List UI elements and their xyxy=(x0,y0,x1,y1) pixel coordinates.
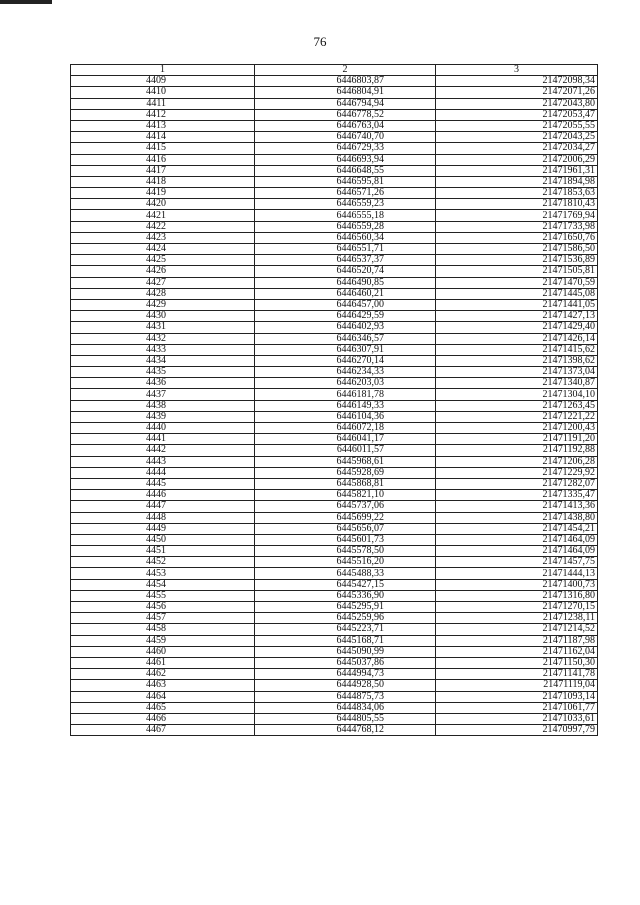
table-row xyxy=(71,400,598,411)
point-number-cell: 4460 xyxy=(71,646,255,657)
x-coordinate-cell: 6446072,18 xyxy=(255,423,436,434)
table-row xyxy=(71,534,598,545)
table-row xyxy=(71,277,598,288)
x-coordinate-cell: 6446537,37 xyxy=(255,255,436,266)
y-coordinate-cell: 21471335,47 xyxy=(436,490,598,501)
x-coordinate-cell: 6444928,50 xyxy=(255,680,436,691)
y-coordinate-cell: 21471853,63 xyxy=(436,188,598,199)
table-row xyxy=(71,132,598,143)
table-row xyxy=(71,199,598,210)
point-number-cell: 4433 xyxy=(71,344,255,355)
point-number-cell: 4448 xyxy=(71,512,255,523)
y-coordinate-cell: 21471093,14 xyxy=(436,691,598,702)
table-row xyxy=(71,76,598,87)
y-coordinate-cell: 21471214,52 xyxy=(436,624,598,635)
point-number-cell: 4434 xyxy=(71,355,255,366)
table-row xyxy=(71,635,598,646)
point-number-cell: 4426 xyxy=(71,266,255,277)
x-coordinate-cell: 6446041,17 xyxy=(255,434,436,445)
table-row xyxy=(71,109,598,120)
x-coordinate-cell: 6446551,71 xyxy=(255,244,436,255)
x-coordinate-cell: 6445737,06 xyxy=(255,501,436,512)
y-coordinate-cell: 21471221,22 xyxy=(436,411,598,422)
table-row xyxy=(71,456,598,467)
x-coordinate-cell: 6444875,73 xyxy=(255,691,436,702)
table-row xyxy=(71,568,598,579)
y-coordinate-cell: 21471150,30 xyxy=(436,657,598,668)
x-coordinate-cell: 6446149,33 xyxy=(255,400,436,411)
point-number-cell: 4447 xyxy=(71,501,255,512)
point-number-cell: 4410 xyxy=(71,87,255,98)
y-coordinate-cell: 21471586,50 xyxy=(436,244,598,255)
table-row xyxy=(71,590,598,601)
column-header-point-number: 1 xyxy=(71,65,255,76)
table-row xyxy=(71,669,598,680)
table-row xyxy=(71,87,598,98)
point-number-cell: 4463 xyxy=(71,680,255,691)
y-coordinate-cell: 21471373,04 xyxy=(436,367,598,378)
point-number-cell: 4432 xyxy=(71,333,255,344)
x-coordinate-cell: 6446346,57 xyxy=(255,333,436,344)
y-coordinate-cell: 21471413,36 xyxy=(436,501,598,512)
y-coordinate-cell: 21471733,98 xyxy=(436,221,598,232)
table-row xyxy=(71,333,598,344)
y-coordinate-cell: 21471229,92 xyxy=(436,467,598,478)
y-coordinate-cell: 21471894,98 xyxy=(436,176,598,187)
x-coordinate-cell: 6446778,52 xyxy=(255,109,436,120)
point-number-cell: 4450 xyxy=(71,534,255,545)
y-coordinate-cell: 21471810,43 xyxy=(436,199,598,210)
x-coordinate-cell: 6446648,55 xyxy=(255,165,436,176)
x-coordinate-cell: 6446803,87 xyxy=(255,76,436,87)
point-number-cell: 4439 xyxy=(71,411,255,422)
table-row xyxy=(71,120,598,131)
table-row xyxy=(71,501,598,512)
point-number-cell: 4442 xyxy=(71,445,255,456)
table-row xyxy=(71,221,598,232)
y-coordinate-cell: 21472043,25 xyxy=(436,132,598,143)
table-row xyxy=(71,613,598,624)
x-coordinate-cell: 6445336,90 xyxy=(255,590,436,601)
table-row xyxy=(71,311,598,322)
x-coordinate-cell: 6445868,81 xyxy=(255,478,436,489)
page-number: 76 xyxy=(313,34,327,49)
point-number-cell: 4456 xyxy=(71,602,255,613)
x-coordinate-cell: 6446460,21 xyxy=(255,288,436,299)
x-coordinate-cell: 6446804,91 xyxy=(255,87,436,98)
x-coordinate-cell: 6444768,12 xyxy=(255,725,436,736)
y-coordinate-cell: 21472053,47 xyxy=(436,109,598,120)
point-number-cell: 4412 xyxy=(71,109,255,120)
point-number-cell: 4422 xyxy=(71,221,255,232)
x-coordinate-cell: 6444994,73 xyxy=(255,669,436,680)
point-number-cell: 4417 xyxy=(71,165,255,176)
x-coordinate-cell: 6445578,50 xyxy=(255,546,436,557)
table-row xyxy=(71,467,598,478)
x-coordinate-cell: 6445259,96 xyxy=(255,613,436,624)
point-number-cell: 4457 xyxy=(71,613,255,624)
table-row xyxy=(71,691,598,702)
x-coordinate-cell: 6445223,71 xyxy=(255,624,436,635)
point-number-cell: 4428 xyxy=(71,288,255,299)
table-row xyxy=(71,210,598,221)
x-coordinate-cell: 6446740,70 xyxy=(255,132,436,143)
y-coordinate-cell: 21471470,59 xyxy=(436,277,598,288)
x-coordinate-cell: 6446693,94 xyxy=(255,154,436,165)
point-number-cell: 4454 xyxy=(71,579,255,590)
point-number-cell: 4453 xyxy=(71,568,255,579)
point-number-cell: 4437 xyxy=(71,389,255,400)
x-coordinate-cell: 6445601,73 xyxy=(255,534,436,545)
table-row xyxy=(71,512,598,523)
point-number-cell: 4452 xyxy=(71,557,255,568)
table-row xyxy=(71,579,598,590)
y-coordinate-cell: 21472071,26 xyxy=(436,87,598,98)
table-row xyxy=(71,389,598,400)
point-number-cell: 4436 xyxy=(71,378,255,389)
table-row xyxy=(71,244,598,255)
x-coordinate-cell: 6444805,55 xyxy=(255,713,436,724)
x-coordinate-cell: 6446270,14 xyxy=(255,355,436,366)
y-coordinate-cell: 21471426,14 xyxy=(436,333,598,344)
table-row xyxy=(71,344,598,355)
y-coordinate-cell: 21471400,73 xyxy=(436,579,598,590)
table-header xyxy=(71,65,598,76)
y-coordinate-cell: 21471316,80 xyxy=(436,590,598,601)
point-number-cell: 4409 xyxy=(71,76,255,87)
table-row xyxy=(71,266,598,277)
y-coordinate-cell: 21471162,04 xyxy=(436,646,598,657)
point-number-cell: 4438 xyxy=(71,400,255,411)
y-coordinate-cell: 21471270,15 xyxy=(436,602,598,613)
point-number-cell: 4419 xyxy=(71,188,255,199)
point-number-cell: 4430 xyxy=(71,311,255,322)
x-coordinate-cell: 6445037,86 xyxy=(255,657,436,668)
table-header-row xyxy=(71,65,598,76)
table-row xyxy=(71,657,598,668)
point-number-cell: 4427 xyxy=(71,277,255,288)
y-coordinate-cell: 21471441,05 xyxy=(436,299,598,310)
y-coordinate-cell: 21472043,80 xyxy=(436,98,598,109)
x-coordinate-cell: 6446555,18 xyxy=(255,210,436,221)
point-number-cell: 4446 xyxy=(71,490,255,501)
coordinates-table xyxy=(70,64,598,736)
y-coordinate-cell: 21471119,04 xyxy=(436,680,598,691)
point-number-cell: 4421 xyxy=(71,210,255,221)
y-coordinate-cell: 21471187,98 xyxy=(436,635,598,646)
y-coordinate-cell: 21471457,75 xyxy=(436,557,598,568)
point-number-cell: 4425 xyxy=(71,255,255,266)
y-coordinate-cell: 21471033,61 xyxy=(436,713,598,724)
y-coordinate-cell: 21471191,20 xyxy=(436,434,598,445)
table-body xyxy=(71,76,598,736)
table-row xyxy=(71,367,598,378)
x-coordinate-cell: 6445928,69 xyxy=(255,467,436,478)
y-coordinate-cell: 21471282,07 xyxy=(436,478,598,489)
y-coordinate-cell: 21472006,29 xyxy=(436,154,598,165)
column-header-x-coordinate: 2 xyxy=(255,65,436,76)
table-row xyxy=(71,713,598,724)
table-row xyxy=(71,702,598,713)
y-coordinate-cell: 21471398,62 xyxy=(436,355,598,366)
x-coordinate-cell: 6446763,04 xyxy=(255,120,436,131)
table-row xyxy=(71,299,598,310)
y-coordinate-cell: 21471444,13 xyxy=(436,568,598,579)
y-coordinate-cell: 21471505,81 xyxy=(436,266,598,277)
y-coordinate-cell: 21472034,27 xyxy=(436,143,598,154)
table-row xyxy=(71,232,598,243)
point-number-cell: 4455 xyxy=(71,590,255,601)
y-coordinate-cell: 21471429,40 xyxy=(436,322,598,333)
x-coordinate-cell: 6445488,33 xyxy=(255,568,436,579)
y-coordinate-cell: 21471200,43 xyxy=(436,423,598,434)
x-coordinate-cell: 6445295,91 xyxy=(255,602,436,613)
x-coordinate-cell: 6446794,94 xyxy=(255,98,436,109)
x-coordinate-cell: 6446011,57 xyxy=(255,445,436,456)
y-coordinate-cell: 21471415,62 xyxy=(436,344,598,355)
scan-corner-mark xyxy=(0,0,52,4)
point-number-cell: 4415 xyxy=(71,143,255,154)
point-number-cell: 4458 xyxy=(71,624,255,635)
table-row xyxy=(71,434,598,445)
y-coordinate-cell: 21471961,31 xyxy=(436,165,598,176)
y-coordinate-cell: 21471340,87 xyxy=(436,378,598,389)
x-coordinate-cell: 6445656,07 xyxy=(255,523,436,534)
x-coordinate-cell: 6446181,78 xyxy=(255,389,436,400)
table-row xyxy=(71,98,598,109)
y-coordinate-cell: 21471438,80 xyxy=(436,512,598,523)
x-coordinate-cell: 6445168,71 xyxy=(255,635,436,646)
point-number-cell: 4411 xyxy=(71,98,255,109)
x-coordinate-cell: 6446234,33 xyxy=(255,367,436,378)
table-row xyxy=(71,176,598,187)
table-row xyxy=(71,423,598,434)
point-number-cell: 4435 xyxy=(71,367,255,378)
table-row xyxy=(71,322,598,333)
table-row xyxy=(71,378,598,389)
table-row xyxy=(71,355,598,366)
point-number-cell: 4418 xyxy=(71,176,255,187)
x-coordinate-cell: 6446571,26 xyxy=(255,188,436,199)
y-coordinate-cell: 21471238,11 xyxy=(436,613,598,624)
table-row xyxy=(71,523,598,534)
y-coordinate-cell: 21472055,55 xyxy=(436,120,598,131)
y-coordinate-cell: 21471769,94 xyxy=(436,210,598,221)
point-number-cell: 4414 xyxy=(71,132,255,143)
y-coordinate-cell: 21471464,09 xyxy=(436,546,598,557)
point-number-cell: 4443 xyxy=(71,456,255,467)
y-coordinate-cell: 21471206,28 xyxy=(436,456,598,467)
x-coordinate-cell: 6444834,06 xyxy=(255,702,436,713)
x-coordinate-cell: 6446457,00 xyxy=(255,299,436,310)
x-coordinate-cell: 6446203,03 xyxy=(255,378,436,389)
point-number-cell: 4413 xyxy=(71,120,255,131)
point-number-cell: 4440 xyxy=(71,423,255,434)
table-row xyxy=(71,288,598,299)
table-row xyxy=(71,478,598,489)
x-coordinate-cell: 6446104,36 xyxy=(255,411,436,422)
point-number-cell: 4441 xyxy=(71,434,255,445)
table-row xyxy=(71,646,598,657)
y-coordinate-cell: 21471304,10 xyxy=(436,389,598,400)
y-coordinate-cell: 21471454,21 xyxy=(436,523,598,534)
point-number-cell: 4459 xyxy=(71,635,255,646)
point-number-cell: 4429 xyxy=(71,299,255,310)
point-number-cell: 4467 xyxy=(71,725,255,736)
x-coordinate-cell: 6446307,91 xyxy=(255,344,436,355)
y-coordinate-cell: 21471141,78 xyxy=(436,669,598,680)
table-row xyxy=(71,557,598,568)
x-coordinate-cell: 6446560,34 xyxy=(255,232,436,243)
x-coordinate-cell: 6446402,93 xyxy=(255,322,436,333)
point-number-cell: 4462 xyxy=(71,669,255,680)
y-coordinate-cell: 21471061,77 xyxy=(436,702,598,713)
table-row xyxy=(71,411,598,422)
y-coordinate-cell: 21471536,89 xyxy=(436,255,598,266)
point-number-cell: 4431 xyxy=(71,322,255,333)
x-coordinate-cell: 6446520,74 xyxy=(255,266,436,277)
table-row xyxy=(71,143,598,154)
table-row xyxy=(71,255,598,266)
point-number-cell: 4451 xyxy=(71,546,255,557)
point-number-cell: 4424 xyxy=(71,244,255,255)
table-row xyxy=(71,154,598,165)
y-coordinate-cell: 21471427,13 xyxy=(436,311,598,322)
table-row xyxy=(71,680,598,691)
x-coordinate-cell: 6446559,23 xyxy=(255,199,436,210)
y-coordinate-cell: 21471650,76 xyxy=(436,232,598,243)
x-coordinate-cell: 6446595,81 xyxy=(255,176,436,187)
x-coordinate-cell: 6445699,22 xyxy=(255,512,436,523)
x-coordinate-cell: 6445968,61 xyxy=(255,456,436,467)
point-number-cell: 4445 xyxy=(71,478,255,489)
point-number-cell: 4416 xyxy=(71,154,255,165)
x-coordinate-cell: 6446559,28 xyxy=(255,221,436,232)
y-coordinate-cell: 21472098,34 xyxy=(436,76,598,87)
table-row xyxy=(71,188,598,199)
y-coordinate-cell: 21470997,79 xyxy=(436,725,598,736)
column-header-y-coordinate: 3 xyxy=(436,65,598,76)
point-number-cell: 4464 xyxy=(71,691,255,702)
x-coordinate-cell: 6446490,85 xyxy=(255,277,436,288)
point-number-cell: 4420 xyxy=(71,199,255,210)
x-coordinate-cell: 6446729,33 xyxy=(255,143,436,154)
x-coordinate-cell: 6445427,15 xyxy=(255,579,436,590)
table-row xyxy=(71,445,598,456)
table-row xyxy=(71,165,598,176)
point-number-cell: 4449 xyxy=(71,523,255,534)
y-coordinate-cell: 21471445,08 xyxy=(436,288,598,299)
point-number-cell: 4461 xyxy=(71,657,255,668)
point-number-cell: 4423 xyxy=(71,232,255,243)
x-coordinate-cell: 6445090,99 xyxy=(255,646,436,657)
x-coordinate-cell: 6446429,59 xyxy=(255,311,436,322)
table-row xyxy=(71,624,598,635)
table-row xyxy=(71,725,598,736)
table-row xyxy=(71,490,598,501)
point-number-cell: 4466 xyxy=(71,713,255,724)
table-row xyxy=(71,602,598,613)
x-coordinate-cell: 6445516,20 xyxy=(255,557,436,568)
table-row xyxy=(71,546,598,557)
point-number-cell: 4465 xyxy=(71,702,255,713)
x-coordinate-cell: 6445821,10 xyxy=(255,490,436,501)
point-number-cell: 4444 xyxy=(71,467,255,478)
y-coordinate-cell: 21471263,45 xyxy=(436,400,598,411)
y-coordinate-cell: 21471464,09 xyxy=(436,534,598,545)
y-coordinate-cell: 21471192,88 xyxy=(436,445,598,456)
